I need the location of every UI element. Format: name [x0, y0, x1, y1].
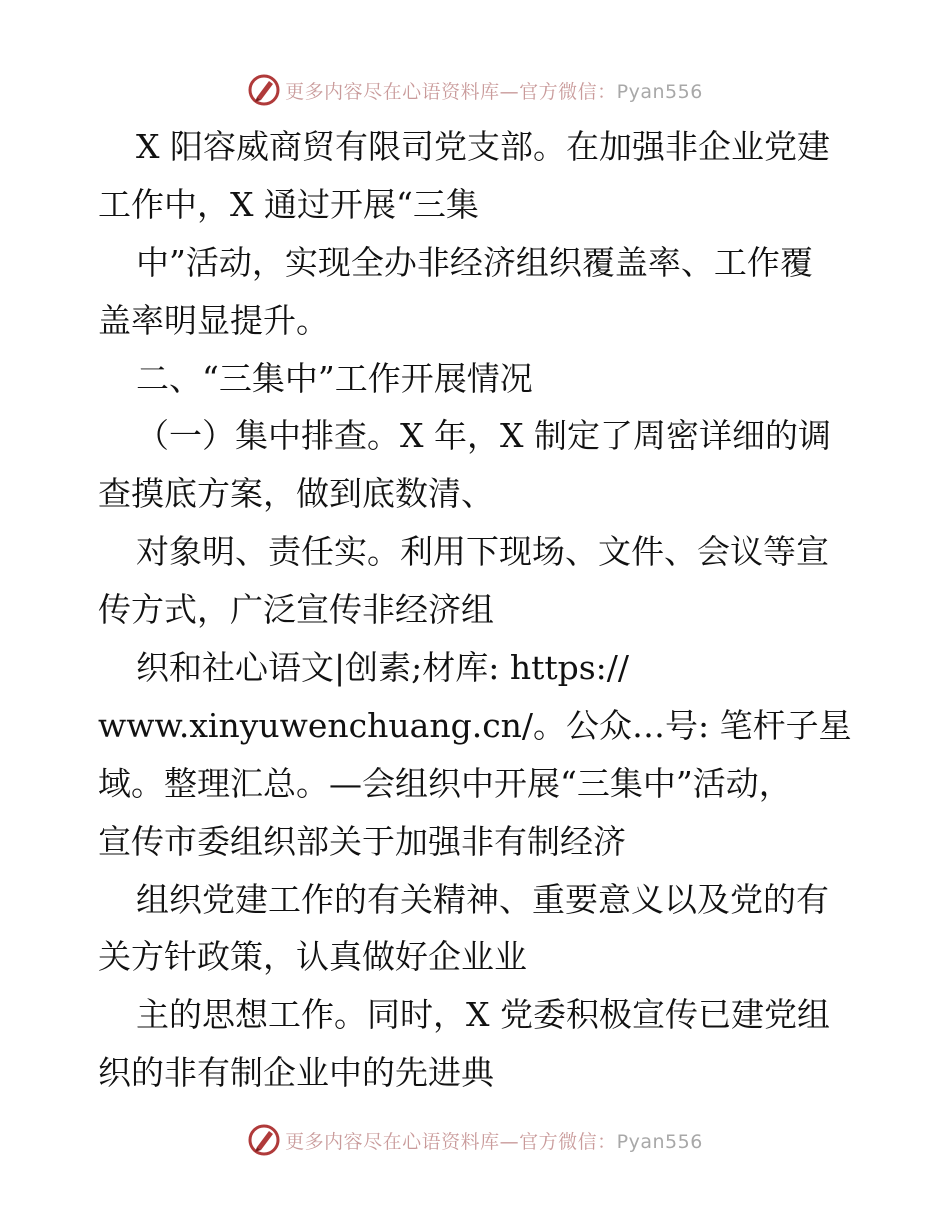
footer-watermark — [0, 1120, 950, 1160]
text-line: 织和社心语文|创素;材库: https:// — [136, 648, 630, 688]
document-body — [98, 118, 858, 1102]
text-line: 二、“三集中”工作开展情况 — [136, 358, 533, 398]
text-line: 主的思想工作。同时，X 党委积极宣传已建党组 — [136, 995, 830, 1035]
text-line: 关方针政策，认真做好企业业 — [98, 937, 527, 977]
text-line: 传方式，广泛宣传非经济组 — [98, 590, 494, 630]
watermark-text: 更多内容尽在心语资料库—官方微信： — [285, 1130, 617, 1153]
watermark-wechat-id: Pyan556 — [616, 80, 703, 103]
text-line: 对象明、责任实。利用下现场、文件、会议等宣 — [136, 532, 829, 572]
text-line: 盖率明显提升。 — [98, 300, 329, 340]
watermark-wechat-id: Pyan556 — [616, 1130, 703, 1153]
text-line: （一）集中排查。X 年，X 制定了周密详细的调 — [136, 416, 831, 456]
text-line: 查摸底方案，做到底数清、 — [98, 474, 494, 514]
text-line: 工作中，X 通过开展“三集 — [98, 184, 479, 224]
text-line: 中”活动，实现全办非经济组织覆盖率、工作覆 — [136, 242, 813, 282]
text-line: www.xinyuwenchuang.cn/。公众…号: 笔杆子星 — [98, 705, 852, 745]
watermark-text: 更多内容尽在心语资料库—官方微信： — [285, 80, 617, 103]
pen-logo-icon — [247, 1123, 281, 1157]
header-watermark — [0, 70, 950, 110]
text-line: X 阳容威商贸有限司党支部。在加强非企业党建 — [136, 127, 830, 166]
text-line: 域。整理汇总。—会组织中开展“三集中”活动， — [98, 763, 792, 803]
pen-logo-icon — [247, 73, 281, 107]
text-line: 织的非有制企业中的先进典 — [98, 1053, 494, 1093]
text-line: 宣传市委组织部关于加强非有制经济 — [98, 821, 626, 861]
text-line: 组织党建工作的有关精神、重要意义以及党的有 — [136, 879, 829, 919]
